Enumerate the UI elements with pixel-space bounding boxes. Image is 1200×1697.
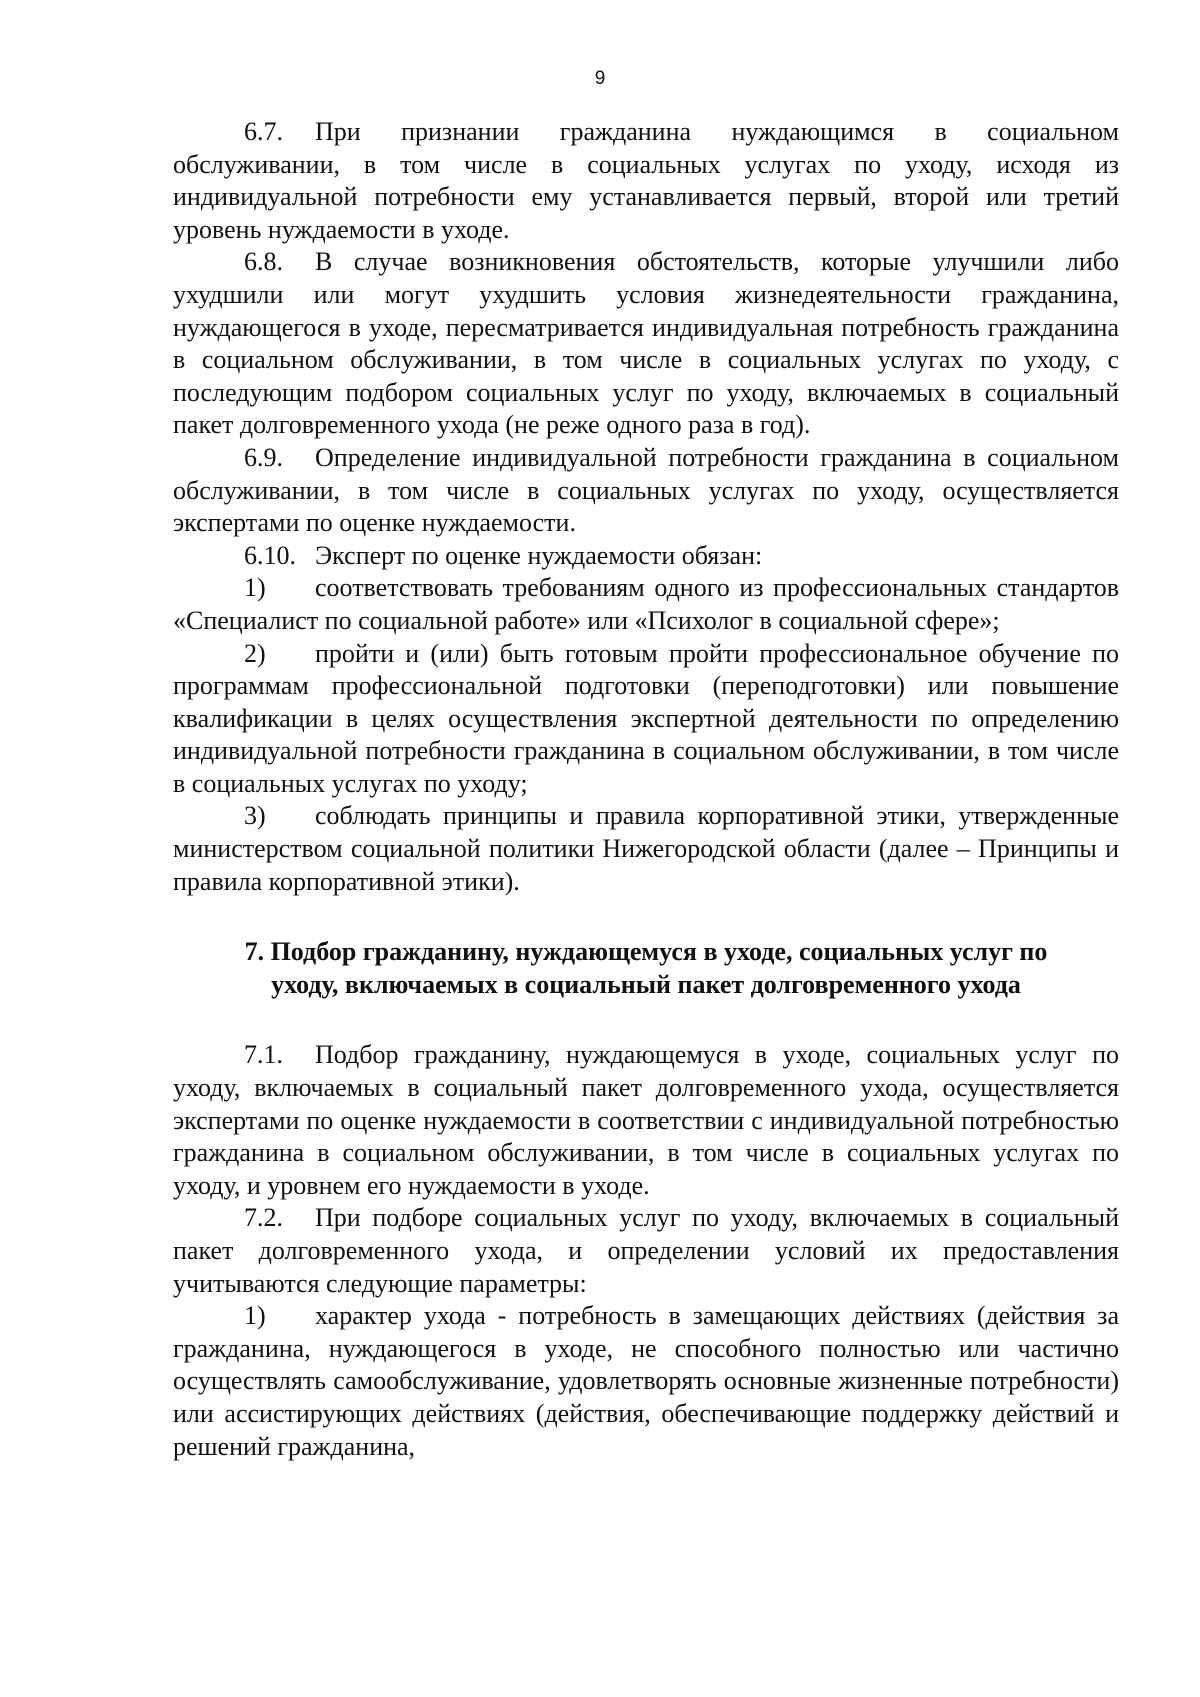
list-item-6-10-2	[173, 638, 1119, 801]
page-number: 9	[594, 68, 606, 89]
paragraph-number: 7.2.	[244, 1203, 283, 1233]
paragraph-6-9	[173, 442, 1119, 540]
section-7-heading-line-2: уходу, включаемых в социальный пакет долговременного ухода	[271, 969, 1021, 999]
list-item-text: соблюдать принципы и правила корпоративной этики, утвержденные министерством социальной политики Нижегородской области (далее – Принципы и правила корпоративной этики).	[173, 801, 1119, 896]
section-7-heading	[173, 936, 1119, 1001]
paragraph-text: При подборе социальных услуг по уходу, включаемых в социальный пакет долговременного ухода, и определении условий их предоставления учитываются следующие параметры:	[173, 1203, 1119, 1298]
paragraph-text: При признании гражданина нуждающимся в социальном обслуживании, в том числе в социальных услугах по уходу, исходя из индивидуальной потребности ему устанавливается первый, второй или третий уровень нуждаемости в уходе.	[173, 117, 1119, 244]
paragraph-number: 6.8.	[244, 247, 283, 277]
paragraph-7-2	[173, 1202, 1119, 1300]
list-item-7-2-1	[173, 1300, 1119, 1463]
paragraph-6-10	[173, 540, 1119, 573]
document-body	[173, 116, 1119, 1463]
paragraph-number: 7.1.	[244, 1040, 283, 1070]
paragraph-text: Определение индивидуальной потребности гражданина в социальном обслуживании, в том числе в социальных услугах по уходу, осуществляется экспертами по оценке нуждаемости.	[173, 442, 1119, 538]
paragraph-text: Эксперт по оценке нуждаемости обязан:	[315, 540, 763, 570]
list-item-6-10-1	[173, 572, 1119, 637]
paragraph-number: 6.10.	[244, 540, 296, 570]
paragraph-text: Подбор гражданину, нуждающемуся в уходе, социальных услуг по уходу, включаемых в социальный пакет долговременного ухода, осуществляется экспертами по оценке нуждаемости в соответствии с индивидуальной потребностью гражданина в социальном обслуживании, в том числе в социальных услугах по уходу, и уровнем его нуждаемости в уходе.	[173, 1040, 1119, 1200]
list-item-number: 3)	[244, 801, 266, 831]
section-7-heading-line-1: 7. Подбор гражданину, нуждающемуся в уходе, социальных услуг по	[244, 937, 1048, 967]
paragraph-text: В случае возникновения обстоятельств, которые улучшили либо ухудшили или могут ухудшить условия жизнедеятельности гражданина, нуждающегося в уходе, пересматривается индивидуальная потребность гражданина в социальном обслуживании, в том числе в социальных услугах по уходу, с последующим подбором социальных услуг по уходу, включаемых в социальный пакет долговременного ухода (не реже одного раза в год).	[173, 247, 1119, 440]
paragraph-6-8	[173, 246, 1119, 442]
list-item-number: 1)	[244, 1301, 266, 1331]
list-item-text: пройти и (или) быть готовым пройти профессиональное обучение по программам профессиональной подготовки (переподготовки) или повышение квалификации в целях осуществления экспертной деятельности по определению индивидуальной потребности гражданина в социальном обслуживании, в том числе в социальных услугах по уходу;	[173, 638, 1119, 798]
list-item-text: характер ухода - потребность в замещающих действиях (действия за гражданина, нуждающегося в уходе, не способного полностью или частично осуществлять самообслуживание, удовлетворять основные жизненные потребности) или ассистирующих действиях (действия, обеспечивающие поддержку действий и решений гражданина,	[173, 1301, 1119, 1461]
paragraph-7-1	[173, 1039, 1119, 1202]
list-item-number: 1)	[244, 573, 266, 603]
paragraph-number: 6.7.	[244, 117, 283, 146]
list-item-number: 2)	[244, 638, 266, 668]
list-item-6-10-3	[173, 800, 1119, 898]
list-item-text: соответствовать требованиям одного из профессиональных стандартов «Специалист по социальной работе» или «Психолог в социальной сфере»;	[173, 573, 1119, 635]
paragraph-number: 6.9.	[244, 442, 283, 472]
paragraph-6-7	[173, 116, 1119, 246]
